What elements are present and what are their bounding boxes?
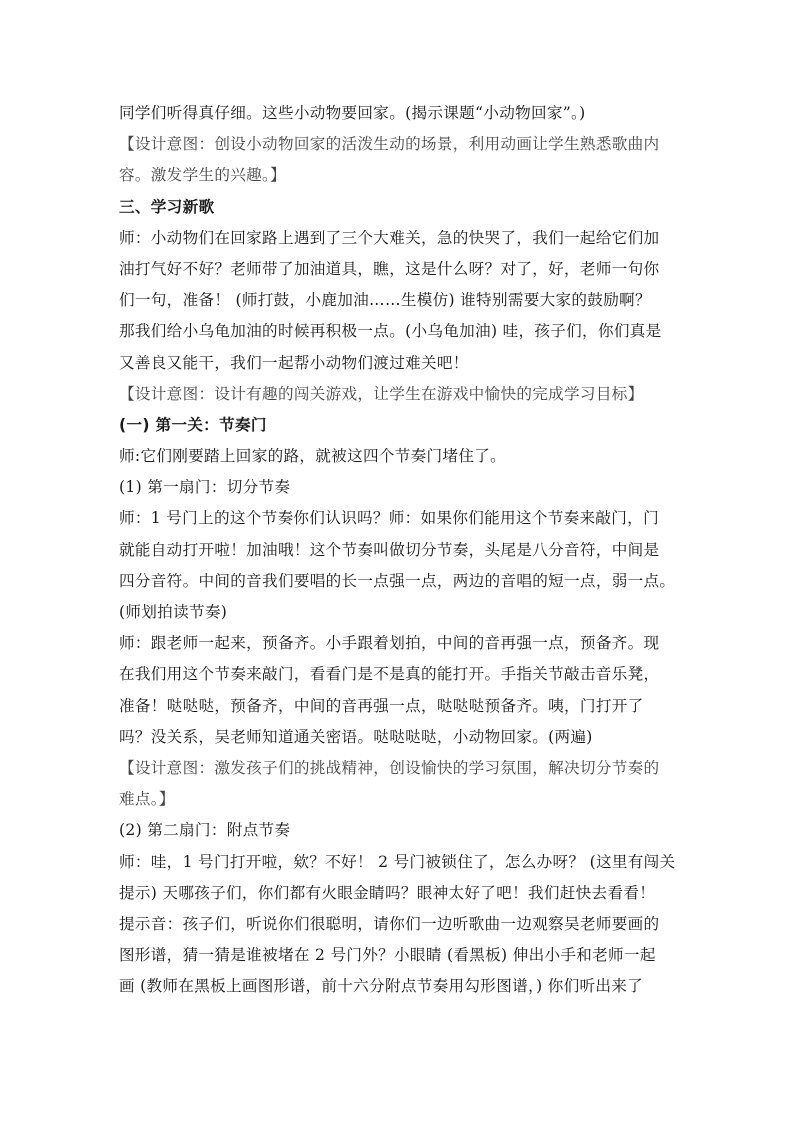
text-line: 提示) 天哪孩子们，你们都有火眼金睛吗？眼神太好了吧！我们赶快去看看！ [119,883,656,902]
document-page [119,98,679,1002]
text-line: 四分音符。中间的音我们要唱的长一点强一点，两边的音唱的短一点，弱一点。 [119,571,676,590]
section-heading: 三、学习新歌 [119,197,215,216]
text-line: 师：1 号门上的这个节奏你们认识吗？师：如果你们能用这个节奏来敲门，门 [119,509,659,528]
text-line: 吗？没关系，吴老师知道通关密语。哒哒哒哒，小动物回家。(两遍) [119,727,593,746]
text-line: (师划拍读节奏) [119,603,228,621]
text-line: 就能自动打开啦！加油哦！这个节奏叫做切分节奏，头尾是八分音符，中间是 [119,540,660,559]
door-heading: (1) 第一扇门：切分节奏 [119,478,291,497]
text-line: 师：小动物们在回家路上遇到了三个大难关，急的快哭了，我们一起给它们加 [119,228,660,247]
text-line: 师：跟老师一起来，预备齐。小手跟着划拍，中间的音再强一点，预备齐。现 [119,634,660,653]
design-intent-line: 【设计意图：创设小动物回家的活泼生动的场景，利用动画让学生熟悉歌曲内 [119,135,660,154]
text-line: 又善良又能干，我们一起帮小动物们渡过难关吧！ [119,353,469,372]
text-line: 画 (教师在黑板上画图形谱，前十六分附点节奏用勾形图谱，) 你们听出来了 [119,977,644,996]
text-line: 在我们用这个节奏来敲门，看看门是不是真的能打开。手指关节敲击音乐凳， [119,665,660,684]
text-line: 同学们听得真仔细。这些小动物要回家。(揭示课题“小动物回家”。) [119,104,586,122]
door-heading: (2) 第二扇门：附点节奏 [119,821,291,840]
text-line: 师:它们刚要踏上回家的路，就被这四个节奏门堵住了。 [119,447,507,466]
text-line: 师：哇，1 号门打开啦，欸？不好！ 2 号门被锁住了，怎么办呀？ (这里有闯关 [119,852,676,871]
subsection-heading: (一) 第一关：节奏门 [119,415,267,434]
text-line: 提示音：孩子们，听说你们很聪明，请你们一边听歌曲一边观察吴老师要画的 [119,914,660,933]
text-line: 那我们给小乌龟加油的时候再积极一点。(小乌龟加油) 哇，孩子们，你们真是 [119,322,662,341]
design-intent-line: 容。激发学生的兴趣。】 [119,166,287,185]
design-intent-line: 【设计意图：设计有趣的闯关游戏，让学生在游戏中愉快的完成学习目标】 [119,384,644,403]
text-line: 们一句，准备！ (师打鼓，小鹿加油……生模仿) 谁特别需要大家的鼓励啊？ [119,291,651,310]
design-intent-line: 难点。】 [119,790,175,809]
text-line: 准备！哒哒哒，预备齐，中间的音再强一点，哒哒哒预备齐。咦，门打开了 [119,696,644,715]
text-line: 图形谱，猜一猜是谁被堵在 2 号门外？小眼睛 (看黑板) 伸出小手和老师一起 [119,946,656,965]
text-line: 油打气好不好？老师带了加油道具，瞧，这是什么呀？对了，好，老师一句你 [119,259,660,278]
design-intent-line: 【设计意图：激发孩子们的挑战精神，创设愉快的学习氛围，解决切分节奏的 [119,758,660,777]
